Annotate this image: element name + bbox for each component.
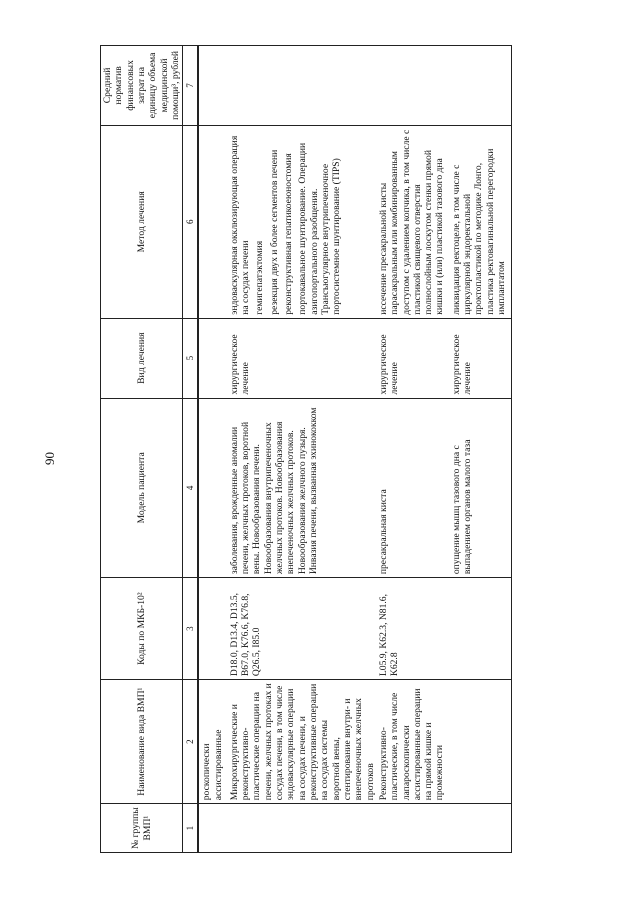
table-row xyxy=(377,46,450,853)
continuation-row xyxy=(198,46,228,853)
cell-codes xyxy=(198,578,228,680)
cell-group xyxy=(450,804,512,853)
cell-model: опущение мышц тазового дна с выпадением органов малого таза xyxy=(450,398,512,578)
cell-methods xyxy=(228,125,377,318)
header-cost-standard: Средний норматив финансовых затрат на единицу объема медицинской помощи³, рублей xyxy=(101,46,183,126)
cell-model xyxy=(198,398,228,578)
cell-codes xyxy=(450,578,512,680)
method-item: ликвидация ректоцеле, в том числе с циркулярной эндоректальной проктопластикой по методике Лонго, пластика ректовагинальной перегородки имплантатом xyxy=(450,148,507,315)
cell-group xyxy=(198,804,228,853)
cell-name xyxy=(450,680,512,804)
method-item: резекция двух и более сегментов печени xyxy=(268,149,280,315)
cell-name: Микрохирургические и реконструктивно-пластические операции на печени, желчных протоках и сосудах печени, в том числе эндоваскулярные операции на сосудах печени, и реконструктивные операции на сосудах системы воротной вены, стентирование внутри- и внепеченочных желчных протоков xyxy=(228,680,377,804)
column-number: 7 xyxy=(183,46,199,126)
vmp-table xyxy=(100,45,512,853)
column-number: 6 xyxy=(183,125,199,318)
cell-codes: L05.9, K62.3, N81.6, K62.8 xyxy=(377,578,450,680)
column-number: 1 xyxy=(183,804,199,853)
cell-cost xyxy=(198,46,228,126)
cell-methods xyxy=(450,125,512,318)
cell-cost xyxy=(450,46,512,126)
cell-cost xyxy=(228,46,377,126)
table-row xyxy=(228,46,377,853)
header-icd-codes: Коды по МКБ-10² xyxy=(101,578,183,680)
header-treatment-method: Метод лечения xyxy=(101,125,183,318)
cell-model: пресакральная киста xyxy=(377,398,450,578)
cell-treatment: хирургическое лечение xyxy=(228,318,377,398)
cell-methods xyxy=(377,125,450,318)
cell-codes: D18.0, D13.4, D13.5, B67.0, K76.6, K76.8, Q26.5, I85.0 xyxy=(228,578,377,680)
table-header-row xyxy=(101,46,183,853)
cell-group xyxy=(377,804,450,853)
column-number: 4 xyxy=(183,398,199,578)
method-item: иссечение пресакральной кисты парасакральным или комбинированным доступом с удалением копчика, в том числе с пластикой свищевого отверстия полнослойным лоскутом стенки прямой кишки и (или) пластикой тазового дна xyxy=(377,129,446,315)
cell-name: Реконструктивно-пластические, в том числе лапароскопически ассистированные операции на прямой кишке и промежности xyxy=(377,680,450,804)
column-number-row xyxy=(183,46,199,853)
page-number: 90 xyxy=(42,452,57,465)
header-vmp-name: Наименование вида ВМП¹ xyxy=(101,680,183,804)
cell-group xyxy=(228,804,377,853)
column-number: 5 xyxy=(183,318,199,398)
header-group-number: № группы ВМП¹ xyxy=(101,804,183,853)
cell-treatment: хирургическое лечение xyxy=(377,318,450,398)
cell-model: заболевания, врожденные аномалии печени, желчных протоков, воротной вены. Новообразования печени. Новообразования внутрипеченочных желчных протоков. Новообразования внепеченочных желчных протоков. Новообразования желчного пузыря. Инвазия печени, вызванная эхинококком xyxy=(228,398,377,578)
table-row xyxy=(450,46,512,853)
method-item: реконструктивная гепатикоеюностомия xyxy=(283,153,295,315)
cell-treatment: хирургическое лечение xyxy=(450,318,512,398)
method-item: портокавальное шунтирование. Операции азигопортального разобщения. Трансъюгулярное внутрипеченочное портосистемное шунтирование (TIPS) xyxy=(297,142,343,315)
column-number: 3 xyxy=(183,578,199,680)
method-item: эндоваскулярная окклюзирующая операция на сосудах печени xyxy=(228,135,252,315)
cell-cost xyxy=(377,46,450,126)
column-number: 2 xyxy=(183,680,199,804)
method-item: гемигепатэктомия xyxy=(254,240,266,315)
cell-name-continuation: роскопически ассистированные xyxy=(198,680,228,804)
cell-methods xyxy=(198,125,228,318)
header-patient-model: Модель пациента xyxy=(101,398,183,578)
cell-treatment xyxy=(198,318,228,398)
header-treatment-type: Вид лечения xyxy=(101,318,183,398)
